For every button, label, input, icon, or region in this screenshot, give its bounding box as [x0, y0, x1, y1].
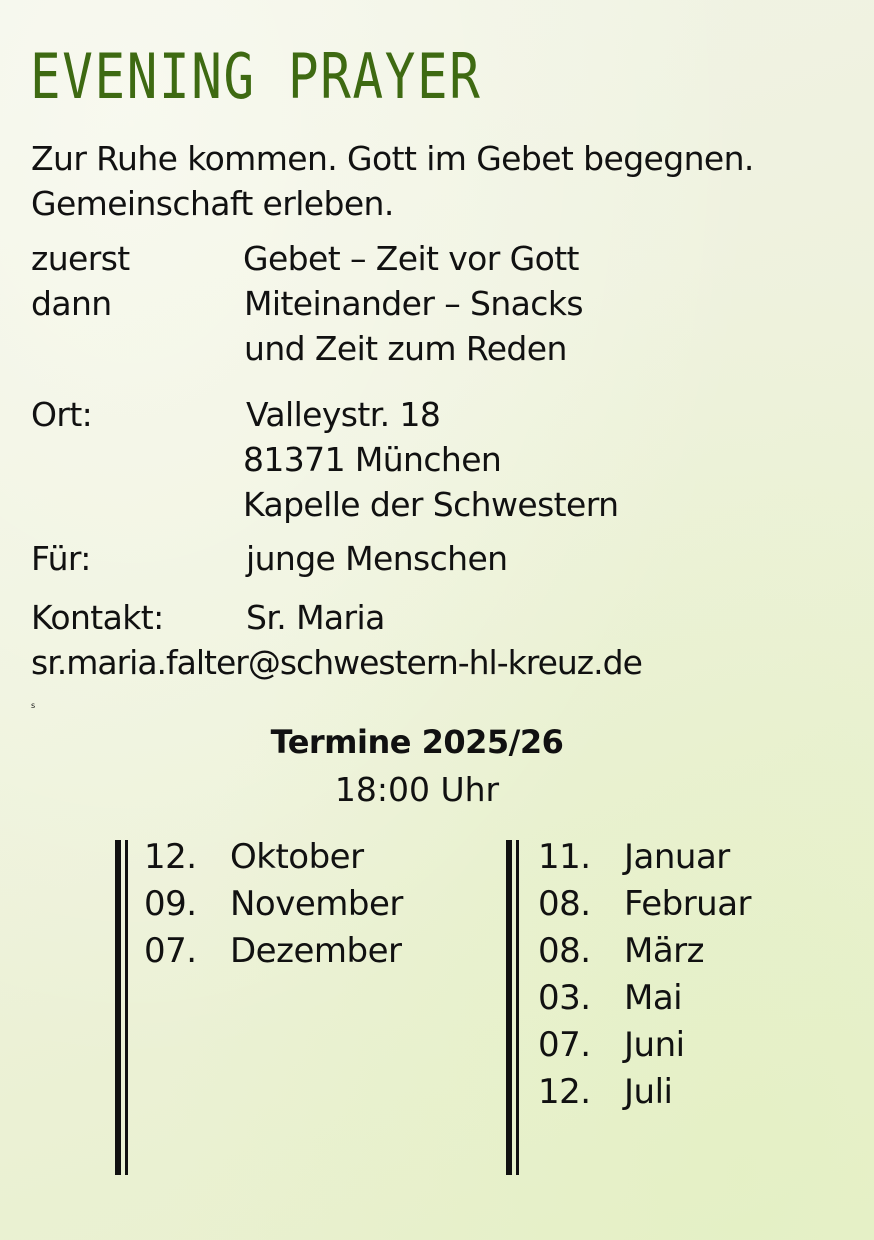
dates-heading: Termine 2025/26	[270, 723, 564, 761]
date-month: November	[230, 884, 403, 924]
date-day: 08.	[538, 884, 591, 924]
contact-label: Kontakt:	[31, 598, 164, 637]
audience-value: junge Menschen	[246, 539, 508, 578]
stray-mark: s	[31, 701, 36, 710]
date-day: 08.	[538, 931, 591, 971]
then-value-line-1: Miteinander – Snacks	[244, 284, 583, 323]
date-month: Mai	[624, 978, 683, 1018]
date-month: März	[624, 931, 704, 971]
date-day: 07.	[538, 1025, 591, 1065]
date-day: 12.	[538, 1072, 591, 1112]
first-value: Gebet – Zeit vor Gott	[243, 239, 579, 278]
date-day: 11.	[538, 837, 591, 877]
date-month: Februar	[624, 884, 752, 924]
intro-line-1: Zur Ruhe kommen. Gott im Gebet begegnen.	[31, 139, 754, 178]
contact-name: Sr. Maria	[246, 598, 385, 637]
date-day: 03.	[538, 978, 591, 1018]
date-day: 12.	[144, 837, 197, 877]
location-label: Ort:	[31, 395, 93, 434]
date-month: Juli	[624, 1072, 673, 1112]
first-label: zuerst	[31, 239, 130, 278]
then-value-line-2: und Zeit zum Reden	[244, 329, 567, 368]
intro-line-2: Gemeinschaft erleben.	[31, 184, 394, 223]
date-day: 07.	[144, 931, 197, 971]
contact-email: sr.maria.falter@schwestern-hl-kreuz.de	[31, 643, 642, 682]
page-title: EVENING PRAYER	[30, 40, 482, 113]
audience-label: Für:	[31, 539, 91, 578]
left-double-rule	[115, 840, 129, 1175]
location-venue: Kapelle der Schwestern	[243, 485, 619, 524]
intro-text	[31, 136, 754, 226]
then-label: dann	[31, 284, 112, 323]
dates-time: 18:00 Uhr	[334, 770, 500, 809]
right-double-rule	[506, 840, 520, 1175]
location-street: Valleystr. 18	[246, 395, 441, 434]
date-day: 09.	[144, 884, 197, 924]
date-month: Juni	[624, 1025, 685, 1065]
location-city: 81371 München	[243, 440, 502, 479]
date-month: Dezember	[230, 931, 402, 971]
date-month: Januar	[624, 837, 730, 877]
date-month: Oktober	[230, 837, 364, 877]
